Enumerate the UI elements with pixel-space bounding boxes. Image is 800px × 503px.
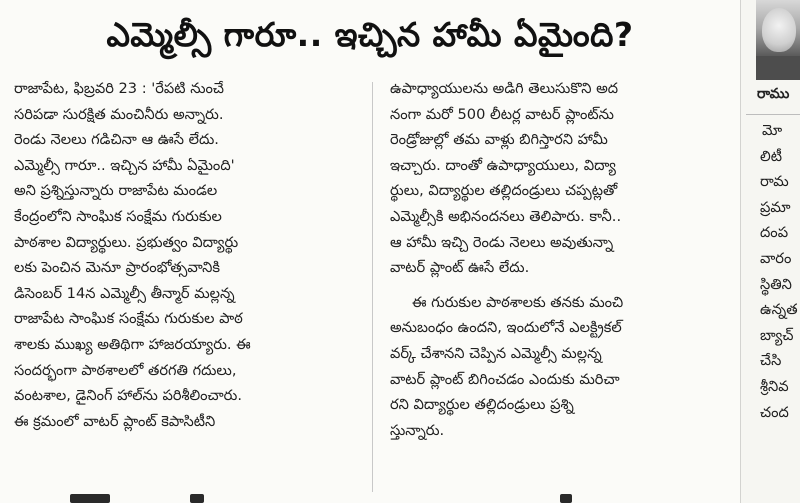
article-text-line: ఎమ్మెల్సీ గారూ.. ఇచ్చిన హామీ ఏమైంది' bbox=[14, 156, 235, 174]
article-headline: ఎమ్మెల్సీ గారూ.. ఇచ్చిన హామీ ఏమైంది? bbox=[106, 14, 634, 54]
paragraph-gap bbox=[390, 281, 730, 290]
column-divider bbox=[372, 82, 373, 492]
article-text-line: వాటర్ ప్లాంట్ బిగించడం ఎందుకు మరిచా bbox=[390, 370, 620, 388]
adjacent-text-line: వారం bbox=[760, 249, 792, 267]
article-text-line: ఇచ్చారు. దాంతో ఉపాధ్యాయులు, విద్యా bbox=[390, 156, 616, 174]
article-text-line: అని ప్రశ్నిస్తున్నారు రాజాపేట మండల bbox=[14, 182, 218, 200]
article-text-line: ఈ క్రమంలో వాటర్ ప్లాంట్ కెపాసిటీని bbox=[14, 412, 216, 430]
cut-off-glyphs bbox=[190, 494, 204, 503]
adjacent-text-line: మో bbox=[762, 122, 783, 139]
article-text-line: రని విద్యార్థుల తల్లిదండ్రులు ప్రశ్ని bbox=[390, 396, 574, 414]
article-text-line: ఎమ్మెల్సీకి అభినందనలు తెలిపారు. కానీ.. bbox=[390, 207, 622, 225]
adjacent-text-line: చేసి bbox=[760, 352, 782, 370]
adjacent-article-column bbox=[760, 118, 800, 503]
article-text-line: లకు పెంచిన మెనూ ప్రారంభోత్సవానికి bbox=[14, 259, 221, 277]
cut-off-glyphs bbox=[70, 494, 110, 503]
article-text-line: సందర్భంగా పాఠశాలలో తరగతి గదులు, bbox=[14, 361, 237, 379]
cut-off-glyphs bbox=[560, 494, 572, 503]
article-text-line: ఉపాధ్యాయులను అడిగి తెలుసుకొని అద bbox=[390, 80, 619, 97]
article-text-line: సరిపడా సురక్షిత మంచినీరు అన్నారు. bbox=[14, 105, 224, 123]
adjacent-text-line: రామ bbox=[760, 173, 789, 191]
article-text-line: డిసెంబర్ 14న ఎమ్మెల్సీ తీన్మార్ మల్లన్న bbox=[14, 284, 235, 302]
photo-shirt bbox=[756, 56, 800, 80]
adjacent-text-line: ఉన్నత bbox=[760, 301, 798, 319]
article-left-column bbox=[14, 76, 354, 434]
photo-face bbox=[762, 8, 796, 52]
article-text-line: కేంద్రంలోని సాంఘిక సంక్షేమ గురుకుల bbox=[14, 207, 222, 225]
person-photo bbox=[756, 0, 800, 80]
photo-caption: రాము bbox=[757, 86, 790, 102]
article-text-line: పాఠశాల విద్యార్థులు. ప్రభుత్వం విద్యార్థు bbox=[14, 233, 239, 251]
article-middle-column bbox=[390, 76, 730, 443]
cut-off-text-row bbox=[0, 492, 740, 503]
adjacent-text-line: బ్యాచ్ bbox=[760, 326, 794, 344]
article-text-line: నంగా మరో 500 లీటర్ల వాటర్ ప్లాంట్‌ను bbox=[390, 105, 614, 123]
article-text-line: వంటశాల, డైనింగ్ హాల్‌ను పరిశీలించారు. bbox=[14, 387, 242, 405]
article-text-line: రెండు నెలలు గడిచినా ఆ ఊసే లేదు. bbox=[14, 131, 219, 149]
adjacent-text-line: చంద bbox=[760, 403, 789, 421]
adjacent-text-line: స్థితిని bbox=[760, 275, 792, 293]
article-text-line: రాజాపేట సాంఘిక సంక్షేమ గురుకుల పాఠ bbox=[14, 310, 243, 328]
article-text-line: అనుబంధం ఉందని, ఇందులోనే ఎలక్ట్రికల్ bbox=[390, 319, 622, 337]
article-text-line: ఆ హామీ ఇచ్చి రెండు నెలలు అవుతున్నా bbox=[390, 233, 614, 251]
article-text-line: ర్థులు, విద్యార్థుల తల్లిదండ్రులు చప్పట్లతో bbox=[390, 182, 618, 200]
article-text-line: రాజాపేట, ఫిబ్రవరి 23 : 'రేపటి నుంచే bbox=[14, 80, 224, 97]
adjacent-text-line: దంప bbox=[760, 224, 789, 242]
caption-divider bbox=[746, 114, 800, 115]
article-text-line: శాలకు ముఖ్య అతిథిగా హాజరయ్యారు. ఈ bbox=[14, 335, 251, 353]
article-text-line: స్తున్నారు. bbox=[390, 421, 445, 439]
article-text-line: వర్క్ చేశానని చెప్పిన ఎమ్మెల్సీ మల్లన్న bbox=[390, 344, 602, 362]
article-text-line: ఈ గురుకుల పాఠశాలకు తనకు మంచి bbox=[412, 293, 624, 311]
article-text-line: వాటర్ ప్లాంట్ ఊసే లేదు. bbox=[390, 259, 530, 277]
adjacent-text-line: శ్రీనివ bbox=[760, 377, 789, 395]
article-text-line: రెండ్రోజుల్లో తమ వాళ్లు బిగిస్తారని హామీ bbox=[390, 131, 608, 149]
adjacent-text-line: ప్రమా bbox=[760, 198, 791, 216]
adjacent-text-line: లిటీ bbox=[760, 147, 782, 165]
